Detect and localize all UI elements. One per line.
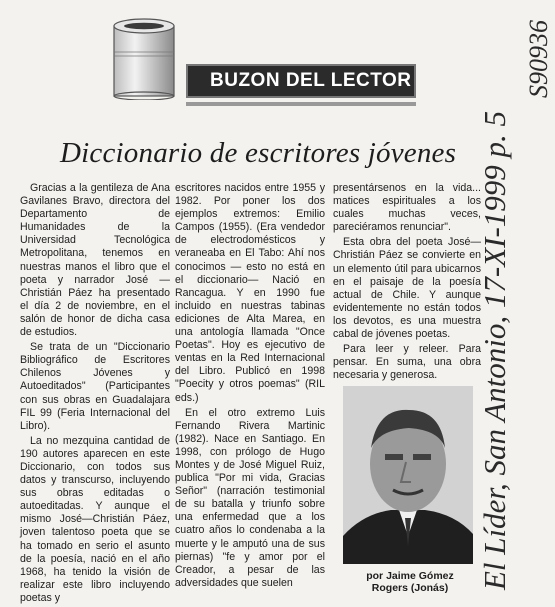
section-banner: BUZON DEL LECTOR — [186, 64, 416, 98]
handwritten-source-note: El Líder, San Antonio, 17-XI-1999 p. 5 — [477, 110, 512, 590]
article-column-2 — [175, 182, 325, 592]
paragraph: Para leer y releer. Para pensar. En suma, una obra necesaria y generosa. — [333, 343, 481, 382]
byline-line: Rogers (Jonás) — [371, 582, 449, 594]
banner-underline — [186, 102, 416, 106]
paragraph: Gracias a la gentileza de Ana Gavilanes Bravo, directora del Departamento de Humanidades de la Universidad Tecnológica Metropolitana, tenemos en nuestras manos el libro que el poeta y narrador José —Christián Páez ha presentado el día 2 de noviembre, en el salón de honor de dicha casa de estudios. — [20, 182, 170, 339]
paragraph: Esta obra del poeta José—Christián Páez se convierte en un elemento útil para ubicarnos en el paisaje de la poesía actual de Chile. Y aunque evidentemente no están todos los devotos, es una muestra cabal de jóvenes poetas. — [333, 236, 481, 341]
byline-line: por Jaime Gómez — [366, 570, 454, 582]
paragraph: escritores nacidos entre 1955 y 1982. Por poner los dos ejemplos extremos: Emilio Campos (1955). (Era vendedor de electrodomésticos y veraneaba en El Tabo: Ahí nos conocimos — esto no está en el diccionario— Nació en Rancagua. Y en 1990 fue incluido en nuestras tabinas ediciones de Alta Marea, en una antología llamada "Once Poetas". Hoy es ejecutivo de ventas en la Red Internacional del Libro. Publicó en 1998 "Poecity y otros poemas" (RIL eds.) — [175, 182, 325, 404]
paragraph: Se trata de un "Diccionario Bibliográfico de Escritores Chilenos Jóvenes y Autoeditados" (Participantes con sus obras en Guadalajara FIL 99 (Feria Internacional del Libro). — [20, 341, 170, 432]
paragraph: La no mezquina cantidad de 190 autores aparecen en este Diccionario, con todos sus datos y transcurso, incluyendo sus obras editadas o autoeditadas. Y aunque el mismo José—Christián Páez, joven talentoso poeta que se ha tomado en serio el asunto de la poesía, nació en el año 1968, ha tenido la visión de realizar este libro incluyendo poetas y — [20, 434, 170, 604]
author-photo — [343, 386, 473, 564]
article-column-3 — [333, 182, 481, 384]
article-headline: Diccionario de escritores jóvenes — [60, 137, 457, 169]
handwritten-catalog-ref: S90936 — [524, 20, 553, 98]
paragraph: En el otro extremo Luis Fernando Rivera Martinic (1982). Nace en Santiago. En 1998, con prólogo de Hugo Montes y de José Miguel Ruiz, publica "Por mi vida, Gracias Señor" (narración testimonial de su batalla y triunfo sobre una enfermedad que a los cuatro años lo condenaba a la muerte y le amputó una de sus piernas) "fe y amor por el Creador, a pesar de las adversidades que suelen — [175, 406, 325, 589]
paragraph: presentársenos en la vida... matices espirituales a los cuales muchas veces, pareciéramos renunciar". — [333, 182, 481, 234]
article-column-1 — [20, 182, 170, 607]
byline — [330, 570, 490, 594]
mailbox-icon — [108, 16, 180, 100]
